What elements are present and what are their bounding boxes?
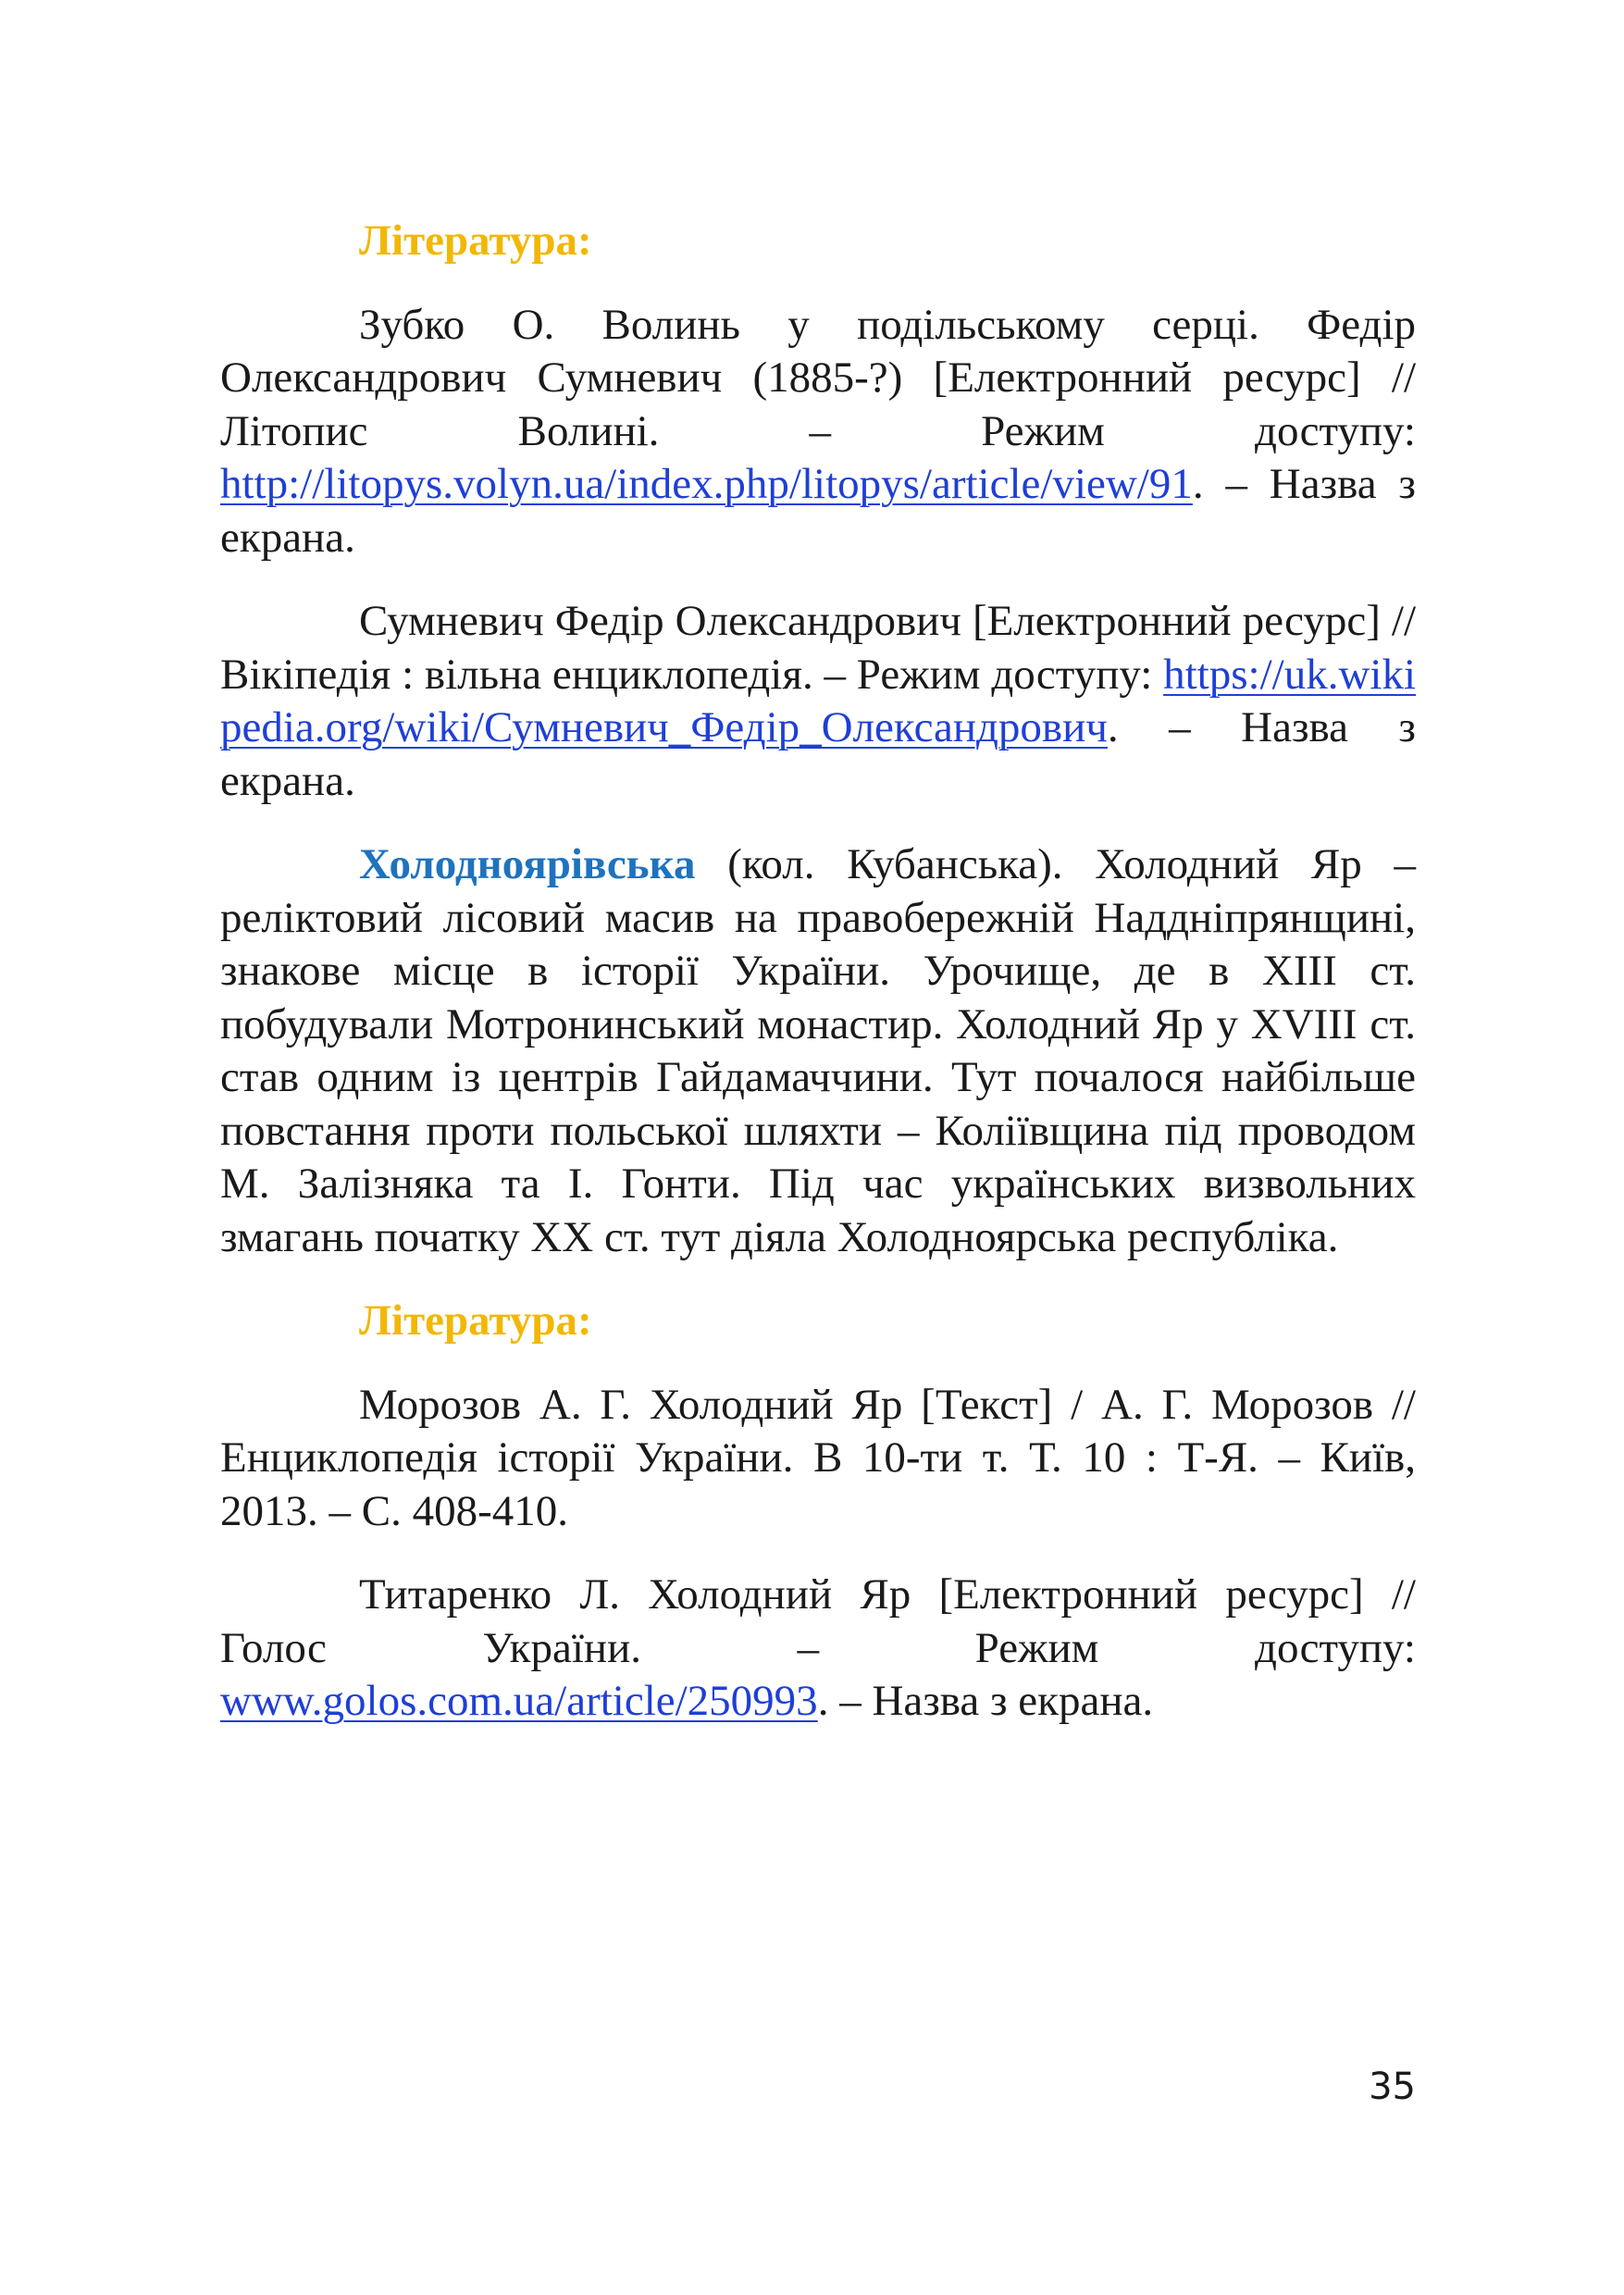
reference-link[interactable]: http://litopys.volyn.ua/index.php/litopys/article/view/91	[220, 460, 1193, 508]
reference-text: Зубко О. Волинь у подільському серці. Федір Олександрович Сумневич (1885-?) [Електронний ресурс] // Літопис Волині. – Режим доступу:	[220, 300, 1416, 455]
reference-entry	[220, 595, 1416, 808]
reference-text: Морозов А. Г. Холодний Яр [Текст] / А. Г. Морозов // Енциклопедія історії України. В 10-ти т. Т. 10 : Т-Я. – Київ, 2013. – С. 408-410.	[220, 1380, 1416, 1535]
literature-heading: Література:	[359, 217, 592, 265]
entry-description: (кол. Кубанська). Холодний Яр – реліктовий лісовий масив на правобережній Наддніпрянщині, знакове місце в історії України. Урочище, де в XIII ст. побудували Мотронинський монастир. Холодний Яр у XVIII ст. став одним із центрів Гайдамаччини. Тут почалося найбільше повстання проти польської шляхти – Коліївщина під проводом М. Залізняка та І. Гонти. Під час українських визвольних змагань початку XX ст. тут діяла Холодноярська республіка.	[220, 840, 1416, 1261]
reference-suffix: . – Назва з екрана.	[220, 703, 1416, 805]
literature-heading: Література:	[359, 1296, 592, 1345]
entry-term: Холодноярівська	[359, 840, 696, 888]
page-number: 35	[1369, 2066, 1416, 2108]
glossary-entry	[220, 838, 1416, 1264]
reference-link[interactable]: https://uk.wikipedia.org/wiki/Сумневич_Федір_Олександрович	[220, 650, 1416, 751]
reference-entry	[220, 299, 1416, 565]
reference-suffix: . – Назва з екрана.	[220, 460, 1416, 562]
reference-link[interactable]: www.golos.com.ua/article/250993	[220, 1677, 818, 1725]
reference-entry	[220, 1569, 1416, 1729]
reference-text: Титаренко Л. Холодний Яр [Електронний ресурс] // Голос України. – Режим доступу:	[220, 1570, 1416, 1672]
reference-entry	[220, 1379, 1416, 1539]
reference-text: Сумневич Федір Олександрович [Електронний ресурс] // Вікіпедія : вільна енциклопедія. – Режим доступу:	[220, 597, 1416, 699]
reference-suffix: . – Назва з екрана.	[817, 1677, 1154, 1725]
page-content	[220, 215, 1416, 1759]
